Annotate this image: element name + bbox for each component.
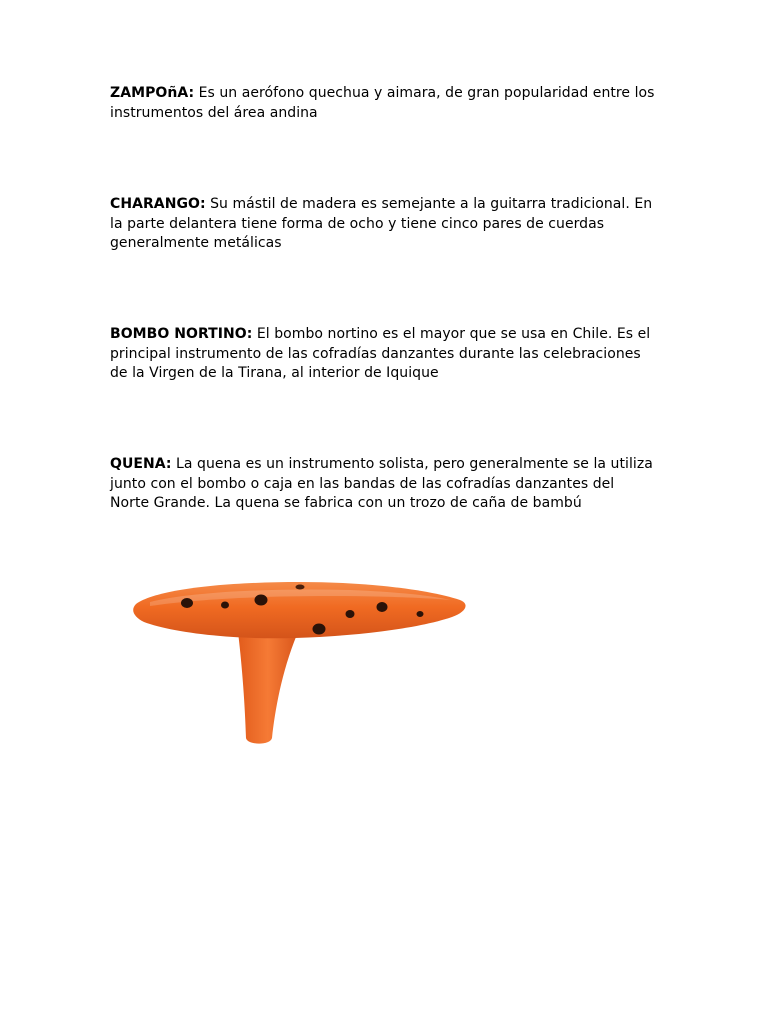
entry-term: CHARANGO: <box>110 196 206 212</box>
entry-term: ZAMPOñA: <box>110 85 195 101</box>
entry-charango <box>110 195 655 254</box>
ocarina-illustration <box>130 570 475 755</box>
ocarina-image <box>130 570 475 755</box>
finger-hole <box>296 585 305 590</box>
finger-hole <box>221 602 229 609</box>
finger-hole <box>417 611 424 617</box>
entry-description: La quena es un instrumento solista, pero generalmente se la utiliza junto con el bombo o caja en las bandas de las cofradías danzantes del Norte Grande. La quena se fabrica con un trozo de caña de bambú <box>110 456 653 511</box>
finger-hole <box>255 595 268 606</box>
finger-hole <box>346 610 355 618</box>
entry-term: BOMBO NORTINO: <box>110 326 253 342</box>
finger-hole <box>377 602 388 612</box>
finger-hole <box>181 598 193 608</box>
entry-term: QUENA: <box>110 456 172 472</box>
ocarina-mouthpiece <box>238 632 298 744</box>
entry-description: El bombo nortino es el mayor que se usa en Chile. Es el principal instrumento de las cofradías danzantes durante las celebraciones de la Virgen de la Tirana, al interior de Iquique <box>110 326 651 381</box>
entry-description: Su mástil de madera es semejante a la guitarra tradicional. En la parte delantera tiene forma de ocho y tiene cinco pares de cuerdas generalmente metálicas <box>110 196 653 251</box>
entry-bombo-nortino <box>110 325 655 384</box>
entry-description: Es un aerófono quechua y aimara, de gran popularidad entre los instrumentos del área andina <box>110 85 655 121</box>
entry-zampona <box>110 84 655 123</box>
entry-quena <box>110 455 655 514</box>
finger-hole <box>313 624 326 635</box>
